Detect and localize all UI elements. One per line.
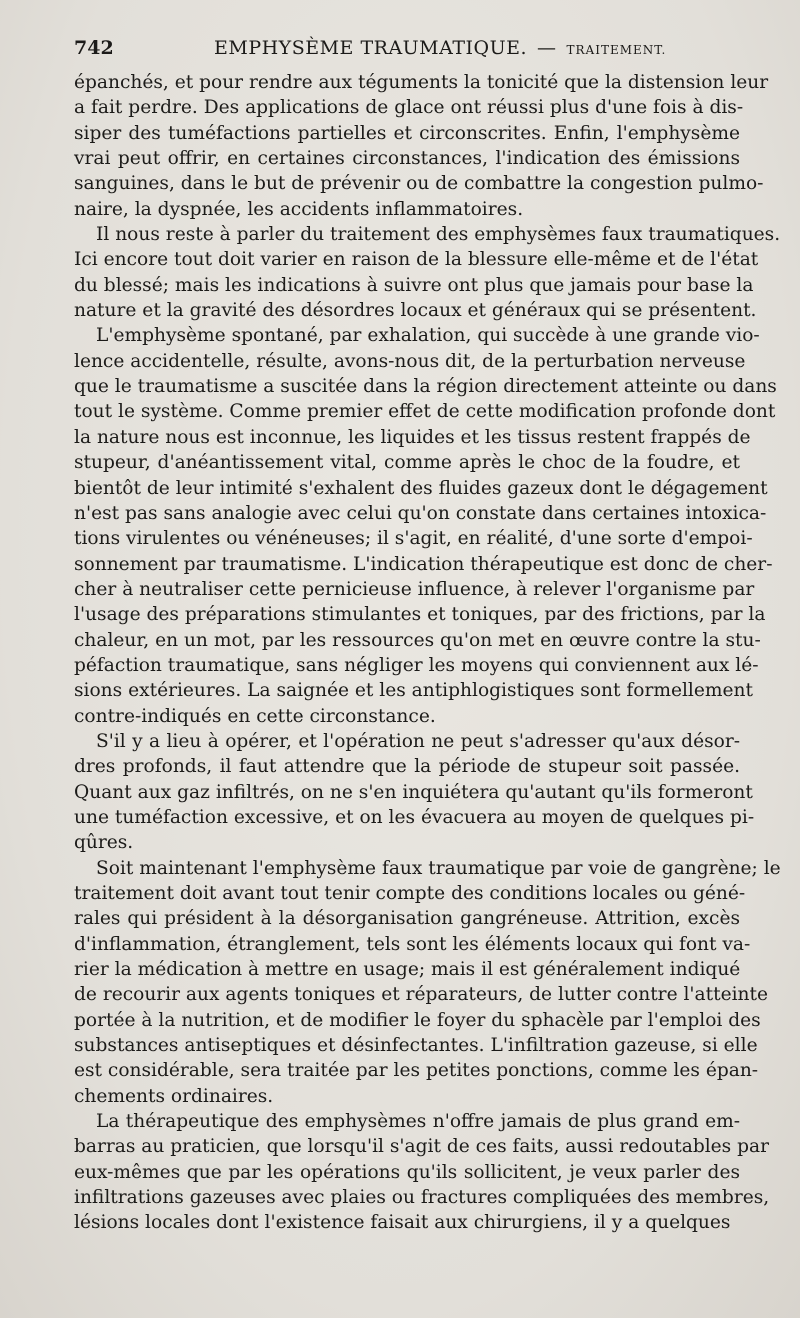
paragraph xyxy=(74,856,781,1109)
text-line: la nature nous est inconnue, les liquides et les tissus restent frappés de xyxy=(74,426,751,448)
text-line: La thérapeutique des emphysèmes n'offre jamais de plus grand em- xyxy=(96,1111,740,1133)
text-line: épanchés, et pour rendre aux téguments la tonicité que la distension leur xyxy=(74,72,769,93)
text-line: est considérable, sera traitée par les petites ponctions, comme les épan- xyxy=(74,1060,759,1082)
text-line: siper des tuméfactions partielles et circonscrites. Enfin, l'emphysème xyxy=(74,122,740,144)
text-line: de recourir aux agents toniques et réparateurs, de lutter contre l'atteinte xyxy=(74,984,768,1006)
text-line: Ici encore tout doit varier en raison de la blessure elle-même et de l'état xyxy=(74,249,759,271)
text-line: n'est pas sans analogie avec celui qu'on constate dans certaines intoxica- xyxy=(74,502,767,524)
text-line: sonnement par traumatisme. L'indication thérapeutique est donc de cher- xyxy=(74,553,773,575)
text-line: dres profonds, il faut attendre que la période de stupeur soit passée. xyxy=(74,756,740,778)
text-line: vrai peut offrir, en certaines circonstances, l'indication des émissions xyxy=(74,148,740,170)
text-line: Soit maintenant l'emphysème faux traumatique par voie de gangrène; le xyxy=(96,857,781,879)
header-separator: — xyxy=(537,37,557,59)
running-title xyxy=(214,34,666,64)
text-line: lésions locales dont l'existence faisait aux chirurgiens, il y a quelques xyxy=(74,1212,731,1234)
text-line: infiltrations gazeuses avec plaies ou fractures compliquées des membres, xyxy=(74,1187,770,1209)
text-line: rier la médication à mettre en usage; mais il est généralement indiqué xyxy=(74,959,741,981)
text-line: lence accidentelle, résulte, avons-nous dit, de la perturbation nerveuse xyxy=(74,350,746,372)
text-line: naire, la dyspnée, les accidents inflammatoires. xyxy=(74,198,524,220)
text-line: substances antiseptiques et désinfectantes. L'infiltration gazeuse, si elle xyxy=(74,1035,758,1057)
text-line: qûres. xyxy=(74,832,134,854)
text-line: portée à la nutrition, et de modifier le foyer du sphacèle par l'emploi des xyxy=(74,1009,761,1031)
text-line: tout le système. Comme premier effet de cette modification profonde dont xyxy=(74,401,776,423)
text-line: sanguines, dans le but de prévenir ou de combattre la congestion pulmo- xyxy=(74,173,764,195)
page-body-text xyxy=(74,70,781,1236)
text-line: rales qui président à la désorganisation gangréneuse. Attrition, excès xyxy=(74,908,740,930)
text-line: nature et la gravité des désordres locaux et généraux qui se présentent. xyxy=(74,300,757,322)
text-line: bientôt de leur intimité s'exhalent des fluides gazeux dont le dégagement xyxy=(74,477,768,499)
paragraph xyxy=(74,1109,770,1236)
text-line: du blessé; mais les indications à suivre ont plus que jamais pour base la xyxy=(74,274,754,296)
text-line: stupeur, d'anéantissement vital, comme après le choc de la foudre, et xyxy=(74,452,740,474)
header-section: TRAITEMENT. xyxy=(566,43,667,57)
page-number: 742 xyxy=(74,37,114,59)
text-line: chaleur, en un mot, par les ressources qu'on met en œuvre contre la stu- xyxy=(74,629,761,651)
text-line: l'usage des préparations stimulantes et toniques, par des frictions, par la xyxy=(74,604,766,626)
paragraph xyxy=(74,323,777,729)
text-line: cher à neutraliser cette pernicieuse influence, à relever l'organisme par xyxy=(74,578,755,600)
text-line: que le traumatisme a suscitée dans la région directement atteinte ou dans xyxy=(74,376,777,398)
paragraph xyxy=(74,70,769,222)
text-line: Quant aux gaz infiltrés, on ne s'en inquiétera qu'autant qu'ils formeront xyxy=(74,781,753,803)
text-line: tions virulentes ou vénéneuses; il s'agit, en réalité, d'une sorte d'empoi- xyxy=(74,528,753,550)
text-line: S'il y a lieu à opérer, et l'opération ne peut s'adresser qu'aux désor- xyxy=(96,730,740,752)
text-line: Il nous reste à parler du traitement des emphysèmes faux traumatiques. xyxy=(96,224,781,246)
text-line: péfaction traumatique, sans négliger les moyens qui conviennent aux lé- xyxy=(74,654,759,676)
text-line: chements ordinaires. xyxy=(74,1085,274,1107)
running-header xyxy=(74,34,740,62)
text-line: contre-indiqués en cette circonstance. xyxy=(74,705,436,727)
text-line: d'inflammation, étranglement, tels sont les éléments locaux qui font va- xyxy=(74,933,751,955)
header-title: EMPHYSÈME TRAUMATIQUE. xyxy=(214,37,527,59)
text-line: une tuméfaction excessive, et on les évacuera au moyen de quelques pi- xyxy=(74,806,755,828)
text-line: traitement doit avant tout tenir compte des conditions locales ou géné- xyxy=(74,883,746,904)
paragraph xyxy=(74,222,781,323)
text-line: sions extérieures. La saignée et les antiphlogistiques sont formellement xyxy=(74,680,753,702)
text-line: a fait perdre. Des applications de glace ont réussi plus d'une fois à dis- xyxy=(74,97,744,119)
text-line: L'emphysème spontané, par exhalation, qui succède à une grande vio- xyxy=(96,325,760,347)
text-line: eux-mêmes que par les opérations qu'ils sollicitent, je veux parler des xyxy=(74,1161,740,1183)
text-line: barras au praticien, que lorsqu'il s'agit de ces faits, aussi redoutables par xyxy=(74,1136,769,1158)
paragraph xyxy=(74,729,755,856)
